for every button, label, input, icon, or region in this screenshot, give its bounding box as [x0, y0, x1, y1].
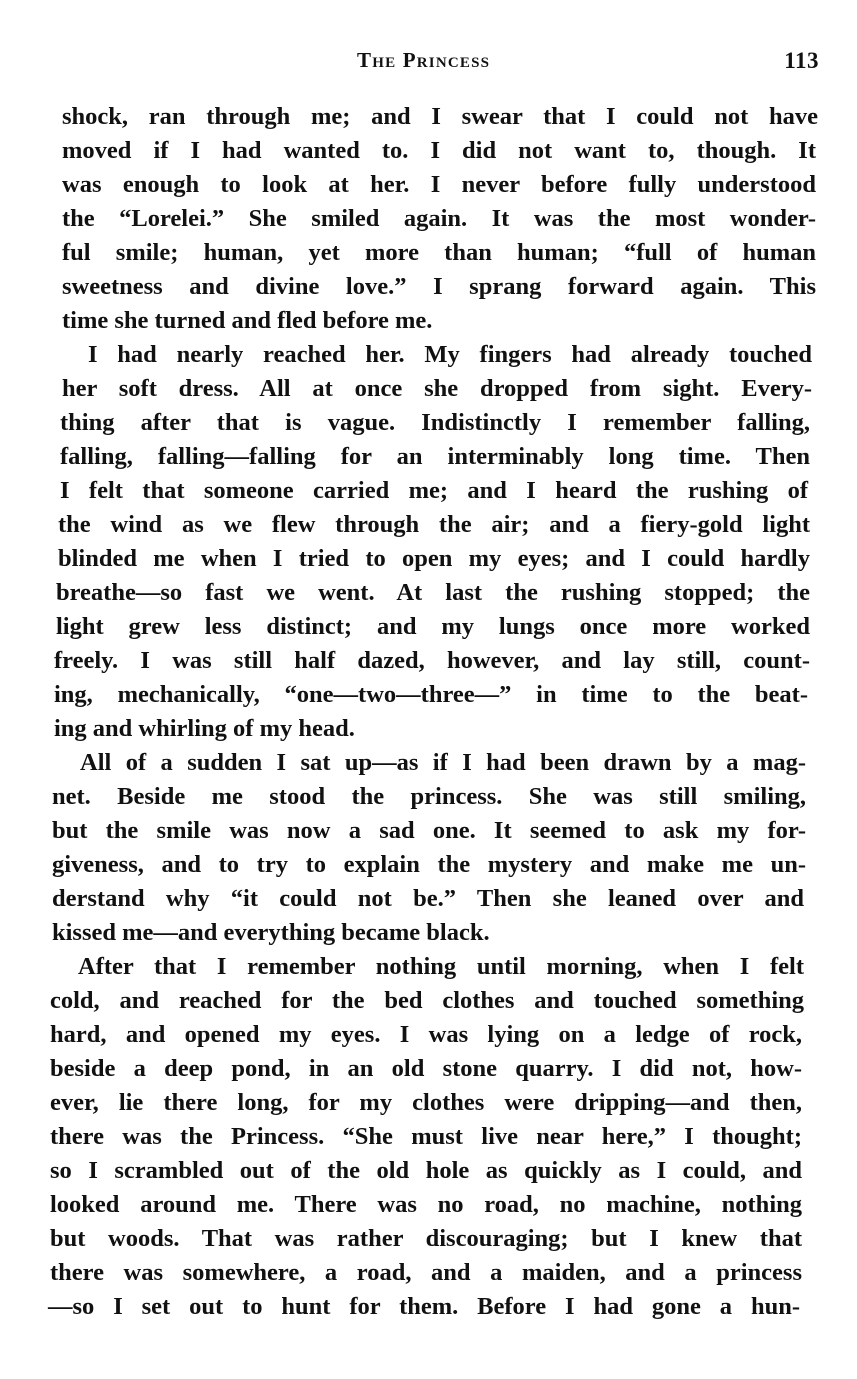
text-line: cold, and reached for the bed clothes and touched something — [50, 987, 804, 1014]
text-line: derstand why “it could not be.” Then she leaned over and — [52, 885, 804, 912]
text-line: ing, mechanically, “one—two—three—” in time to the beat- — [54, 681, 808, 708]
text-line: looked around me. There was no road, no machine, nothing — [50, 1191, 802, 1218]
text-line: shock, ran through me; and I swear that I could not have — [62, 103, 818, 130]
text-line: ever, lie there long, for my clothes were dripping—and then, — [50, 1089, 802, 1116]
paragraph-first-line: After that I remember nothing until morning, when I felt — [78, 953, 804, 980]
page-header — [0, 48, 857, 80]
text-line: blinded me when I tried to open my eyes; and I could hardly — [58, 545, 810, 572]
text-line: net. Beside me stood the princess. She was still smiling, — [52, 783, 806, 810]
text-line: sweetness and divine love.” I sprang forward again. This — [62, 273, 816, 300]
text-line: ful smile; human, yet more than human; “full of human — [62, 239, 816, 266]
text-line: was enough to look at her. I never before fully understood — [62, 171, 816, 198]
text-line: giveness, and to try to explain the mystery and make me un- — [52, 851, 806, 878]
page-number: 113 — [784, 48, 819, 73]
paragraph-first-line: I had nearly reached her. My fingers had already touched — [88, 341, 812, 368]
text-line: ing and whirling of my head. — [54, 715, 355, 742]
text-line: breathe—so fast we went. At last the rushing stopped; the — [56, 579, 810, 606]
text-line: but the smile was now a sad one. It seemed to ask my for- — [52, 817, 806, 844]
text-line: falling, falling—falling for an interminably long time. Then — [60, 443, 810, 470]
paragraph-first-line: All of a sudden I sat up—as if I had been drawn by a mag- — [80, 749, 806, 776]
text-line: there was the Princess. “She must live near here,” I thought; — [50, 1123, 802, 1150]
text-line: the “Lorelei.” She smiled again. It was the most wonder- — [62, 205, 816, 232]
text-line: so I scrambled out of the old hole as quickly as I could, and — [50, 1157, 802, 1184]
text-line: thing after that is vague. Indistinctly I remember falling, — [60, 409, 810, 436]
text-line: hard, and opened my eyes. I was lying on a ledge of rock, — [50, 1021, 802, 1048]
text-line: the wind as we flew through the air; and a fiery-gold light — [58, 511, 810, 538]
text-line: I felt that someone carried me; and I heard the rushing of — [60, 477, 808, 504]
running-title: The Princess — [357, 48, 491, 72]
text-line: light grew less distinct; and my lungs once more worked — [56, 613, 810, 640]
text-line: time she turned and fled before me. — [62, 307, 433, 334]
text-line: beside a deep pond, in an old stone quarry. I did not, how- — [50, 1055, 802, 1082]
text-line: moved if I had wanted to. I did not want to, though. It — [62, 137, 816, 164]
text-line: her soft dress. All at once she dropped from sight. Every- — [62, 375, 812, 402]
text-line: freely. I was still half dazed, however, and lay still, count- — [54, 647, 810, 674]
text-line: kissed me—and everything became black. — [52, 919, 490, 946]
text-line: —so I set out to hunt for them. Before I had gone a hun- — [48, 1293, 800, 1320]
text-line: but woods. That was rather discouraging; but I knew that — [50, 1225, 802, 1252]
text-line: there was somewhere, a road, and a maiden, and a princess — [50, 1259, 802, 1286]
